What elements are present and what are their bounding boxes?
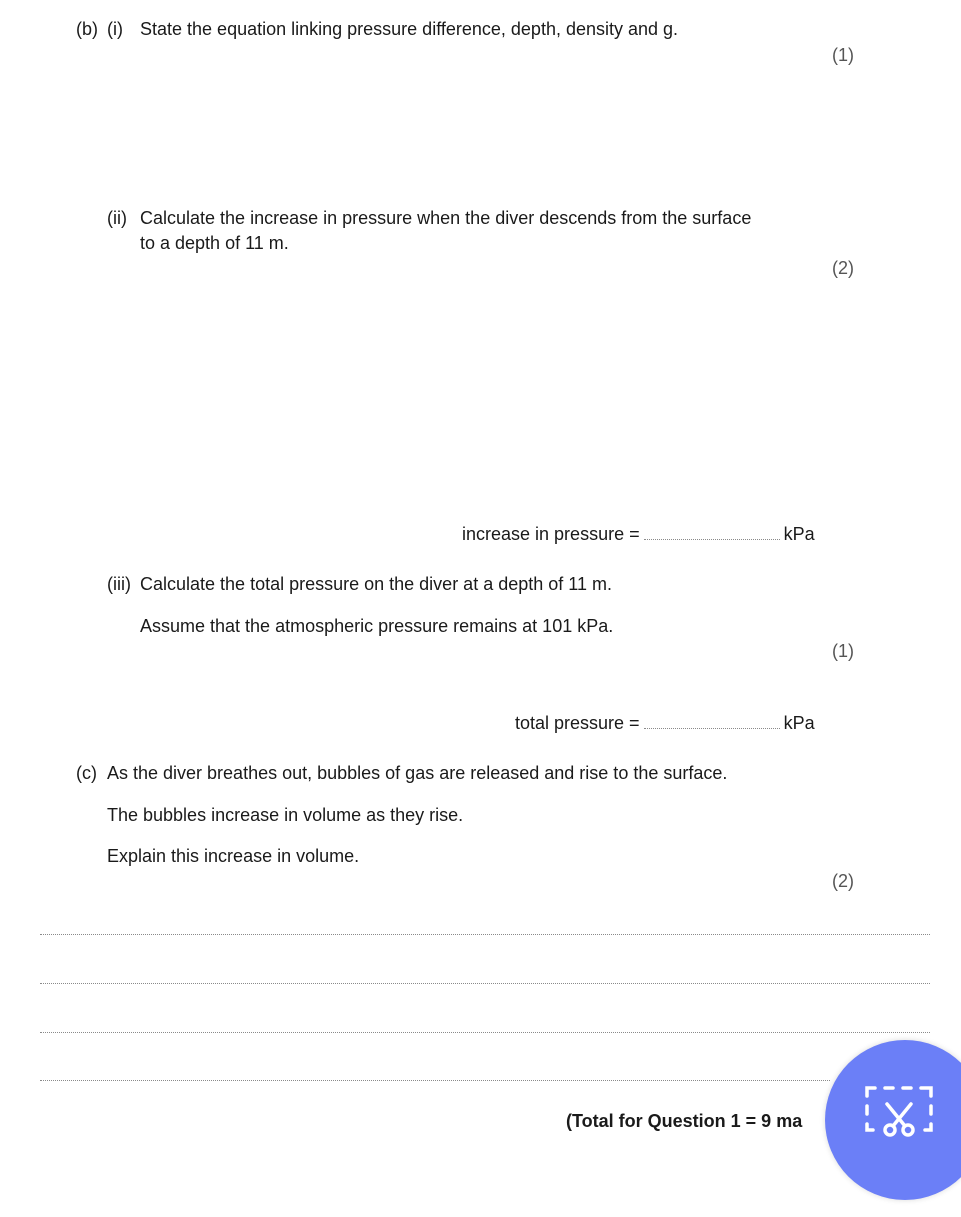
part-b-label: (b) bbox=[76, 19, 98, 39]
question-iii-label: (iii) bbox=[107, 574, 131, 594]
part-c-line1: As the diver breathes out, bubbles of gas are released and rise to the surface. bbox=[107, 763, 728, 783]
total-pressure-unit: kPa bbox=[783, 713, 815, 733]
question-i-label: (i) bbox=[107, 19, 123, 39]
question-i-marks: (1) bbox=[832, 45, 854, 65]
question-ii-text-line1: Calculate the increase in pressure when the diver descends from the surface bbox=[140, 208, 752, 228]
question-iii-marks: (1) bbox=[832, 641, 854, 661]
question-ii-marks: (2) bbox=[832, 258, 854, 278]
part-c-marks: (2) bbox=[832, 871, 854, 891]
increase-in-pressure-answer-row bbox=[462, 523, 815, 545]
scissors-icon bbox=[863, 1082, 939, 1138]
screenshot-cut-button[interactable] bbox=[825, 1040, 961, 1200]
part-c-line3: Explain this increase in volume. bbox=[107, 846, 360, 866]
total-pressure-answer-row bbox=[515, 712, 815, 734]
total-pressure-label: total pressure = bbox=[515, 713, 640, 733]
question-ii-text-line2: to a depth of 11 m. bbox=[140, 233, 289, 253]
question-iii-text: Calculate the total pressure on the diver at a depth of 11 m. bbox=[140, 574, 612, 594]
total-for-question: (Total for Question 1 = 9 ma bbox=[566, 1111, 803, 1131]
question-i-text: State the equation linking pressure difference, depth, density and g. bbox=[140, 19, 679, 39]
answer-line-2[interactable] bbox=[40, 983, 930, 984]
part-c-line2: The bubbles increase in volume as they rise. bbox=[107, 805, 464, 825]
increase-in-pressure-blank[interactable] bbox=[644, 523, 780, 540]
part-c-label: (c) bbox=[76, 763, 97, 783]
question-iii-assumption: Assume that the atmospheric pressure remains at 101 kPa. bbox=[140, 616, 614, 636]
question-ii-label: (ii) bbox=[107, 208, 127, 228]
answer-line-3[interactable] bbox=[40, 1032, 930, 1033]
answer-line-4[interactable] bbox=[40, 1080, 830, 1081]
answer-line-1[interactable] bbox=[40, 934, 930, 935]
total-pressure-blank[interactable] bbox=[644, 712, 780, 729]
increase-in-pressure-label: increase in pressure = bbox=[462, 524, 640, 544]
increase-in-pressure-unit: kPa bbox=[783, 524, 815, 544]
